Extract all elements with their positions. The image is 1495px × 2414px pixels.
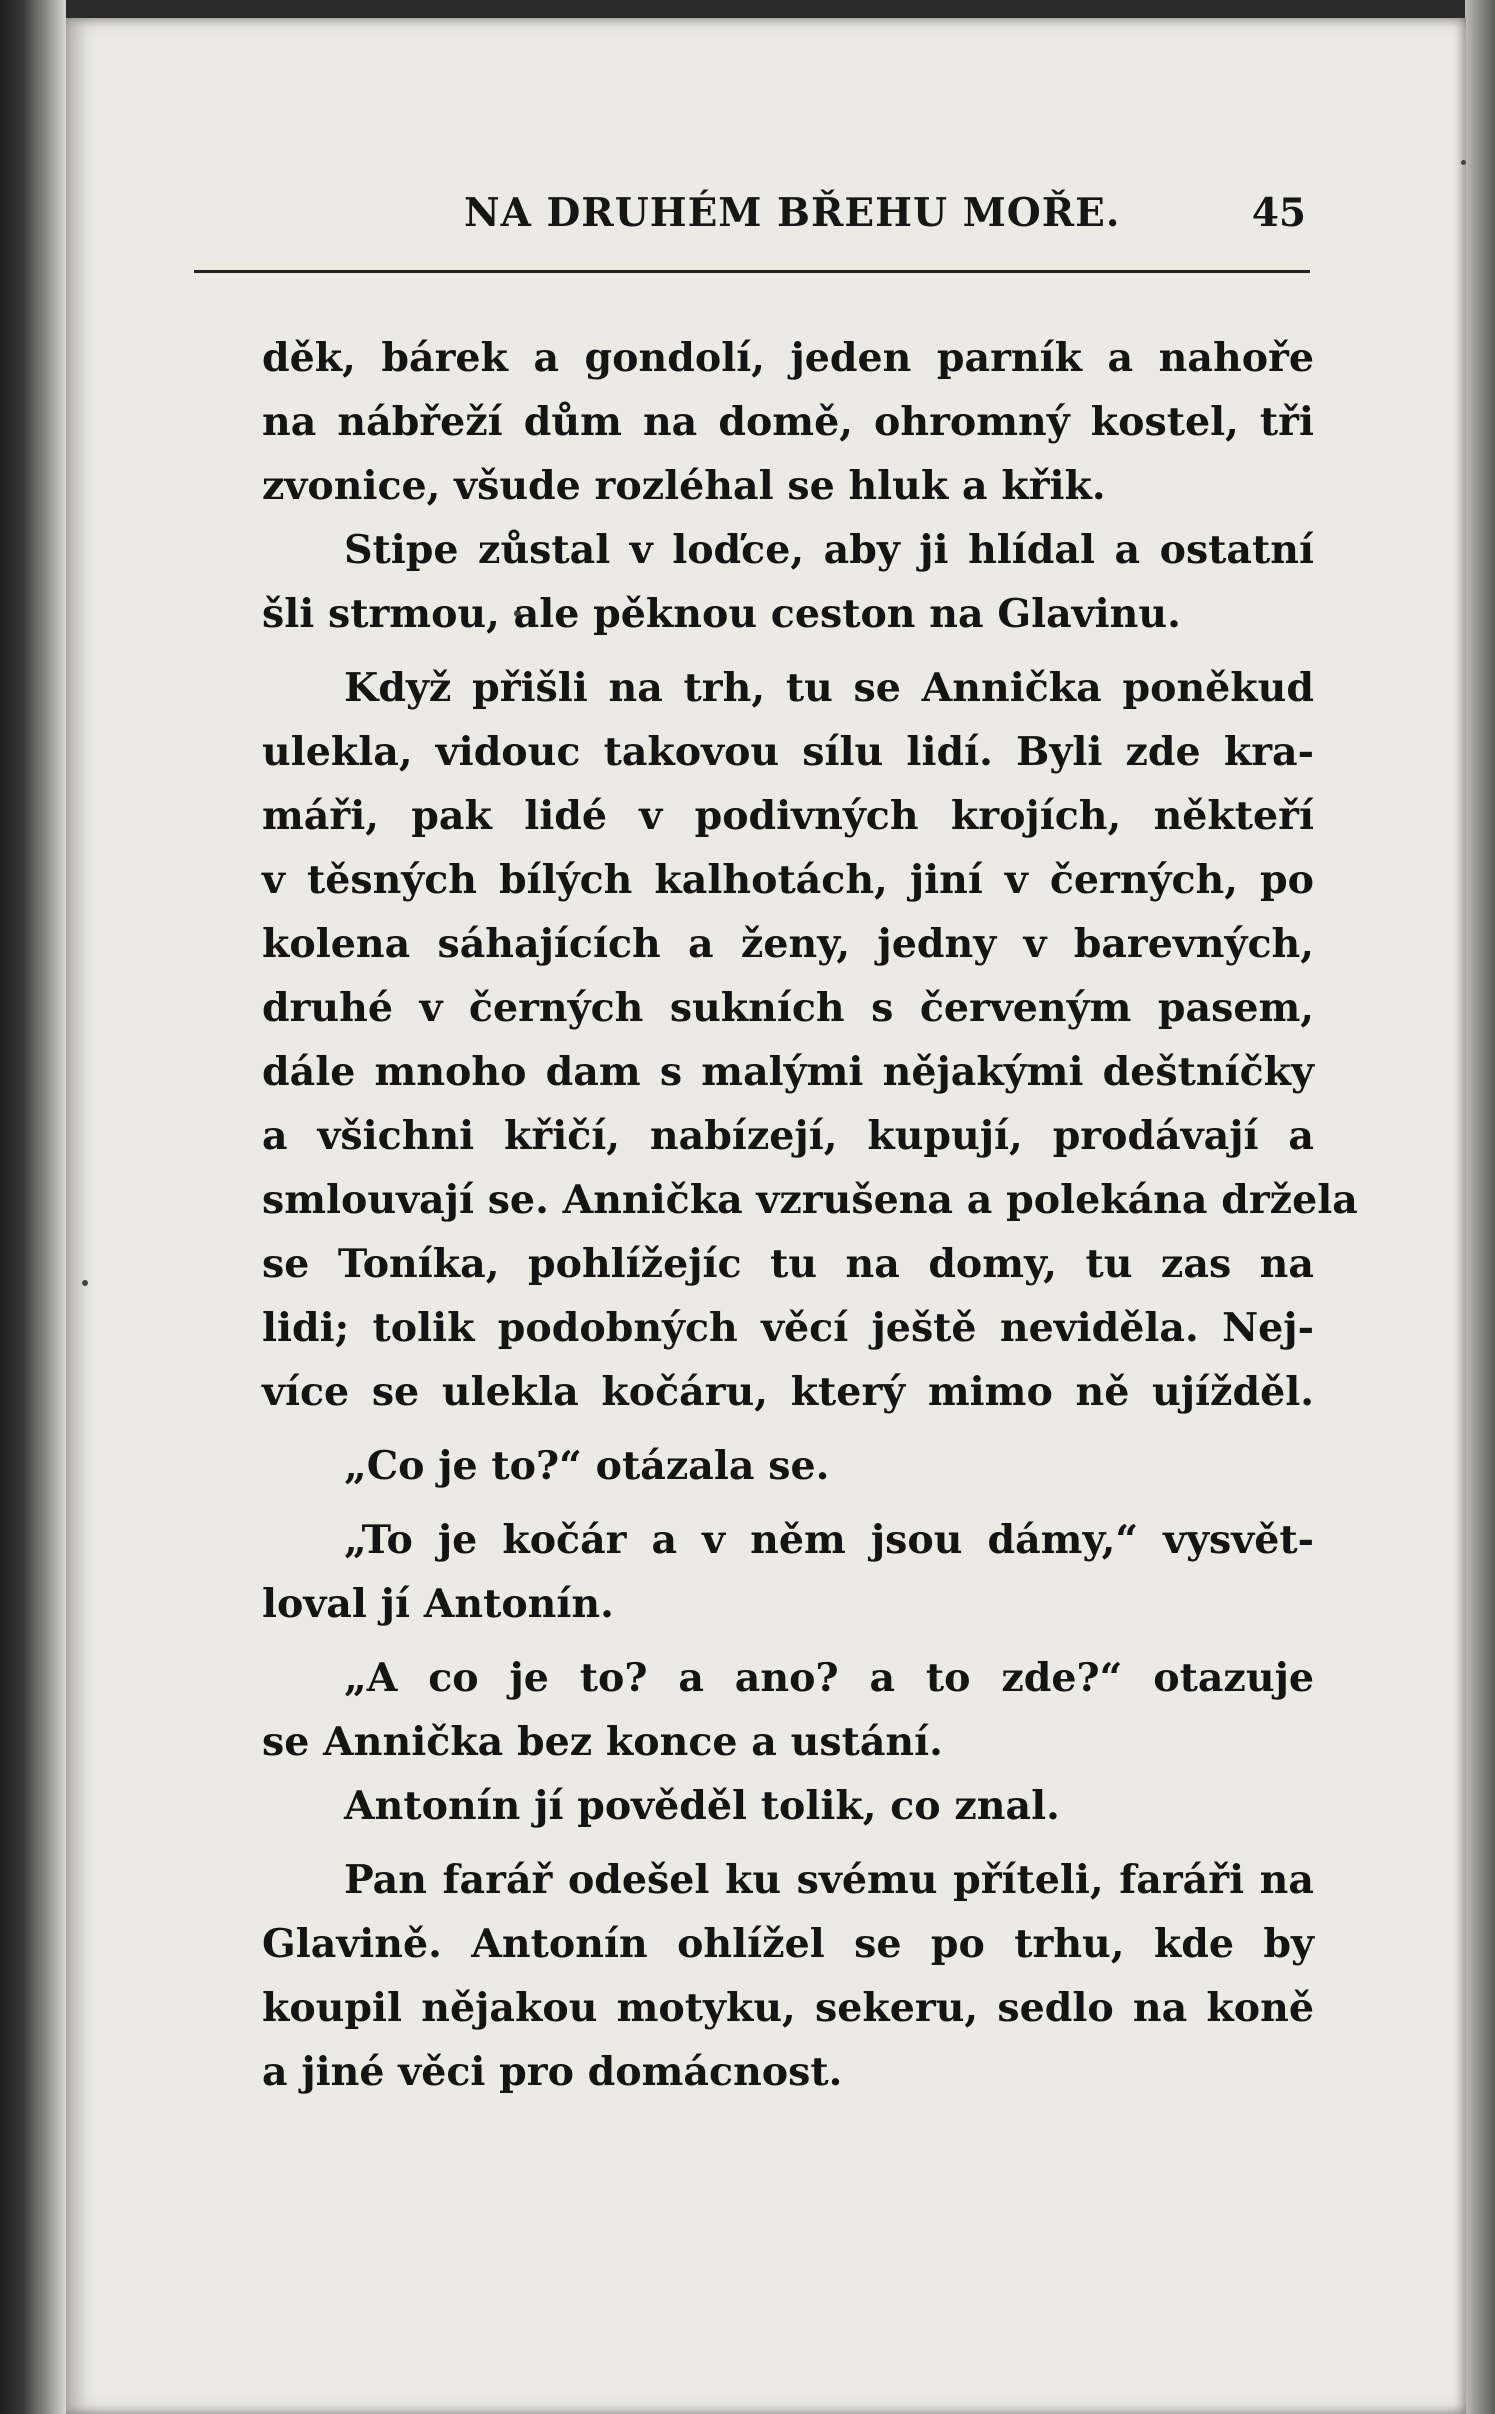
text-line: lidi; tolik podobných věcí ještě neviděla. Nej- xyxy=(262,1305,1314,1351)
text-line: „To je kočár a v něm jsou dámy,“ vysvět- xyxy=(344,1517,1314,1563)
ink-speck xyxy=(82,1280,88,1286)
text-line: se Annička bez konce a ustání. xyxy=(262,1719,943,1765)
page-edge-shadow xyxy=(1465,0,1495,2414)
text-line: máři, pak lidé v podivných krojích, někteří xyxy=(262,793,1314,839)
text-line: smlouvají se. Annička vzrušena a polekána držela xyxy=(262,1177,1358,1223)
text-line: šli strmou, ale pěknou ceston na Glavinu. xyxy=(262,591,1181,637)
text-line: „A co je to? a ano? a to zde?“ otazuje xyxy=(344,1655,1314,1701)
book-page xyxy=(66,18,1466,2414)
text-line: Pan farář odešel ku svému příteli, faráři na xyxy=(344,1857,1314,1903)
text-line: děk, bárek a gondolí, jeden parník a nahoře xyxy=(262,335,1314,381)
text-line: loval jí Antonín. xyxy=(262,1581,614,1627)
page-number: 45 xyxy=(1251,190,1306,236)
text-line: „Co je to?“ otázala se. xyxy=(344,1443,830,1489)
page-header xyxy=(196,190,1306,254)
header-rule xyxy=(194,270,1310,273)
text-line: více se ulekla kočáru, který mimo ně ujížděl. xyxy=(262,1369,1314,1415)
ink-speck xyxy=(1461,160,1466,165)
text-line: se Toníka, pohlížejíc tu na domy, tu zas na xyxy=(262,1241,1314,1287)
text-line: ulekla, vidouc takovou sílu lidí. Byli zde kra- xyxy=(262,729,1314,775)
body-text xyxy=(262,326,1358,2104)
text-line: Glavině. Antonín ohlížel se po trhu, kde by xyxy=(262,1921,1314,1967)
text-line: dále mnoho dam s malými nějakými deštníčky xyxy=(262,1049,1314,1095)
text-line: druhé v černých sukních s červeným pasem, xyxy=(262,985,1314,1031)
running-title: NA DRUHÉM BŘEHU MOŘE. xyxy=(464,190,1121,236)
text-line: v těsných bílých kalhotách, jiní v černých, po xyxy=(262,857,1314,903)
text-line: na nábřeží dům na domě, ohromný kostel, tři xyxy=(262,399,1314,445)
text-line: Když přišli na trh, tu se Annička poněkud xyxy=(344,665,1314,711)
text-line: Stipe zůstal v loďce, aby ji hlídal a ostatní xyxy=(344,527,1314,573)
text-line: zvonice, všude rozléhal se hluk a křik. xyxy=(262,463,1106,509)
text-line: kolena sáhajících a ženy, jedny v barevných, xyxy=(262,921,1314,967)
text-line: a jiné věci pro domácnost. xyxy=(262,2049,843,2095)
book-spine-shadow xyxy=(0,0,66,2414)
text-line: Antonín jí pověděl tolik, co znal. xyxy=(344,1783,1060,1829)
text-line: koupil nějakou motyku, sekeru, sedlo na koně xyxy=(262,1985,1314,2031)
text-line: a všichni křičí, nabízejí, kupují, prodávají a xyxy=(262,1113,1314,1159)
